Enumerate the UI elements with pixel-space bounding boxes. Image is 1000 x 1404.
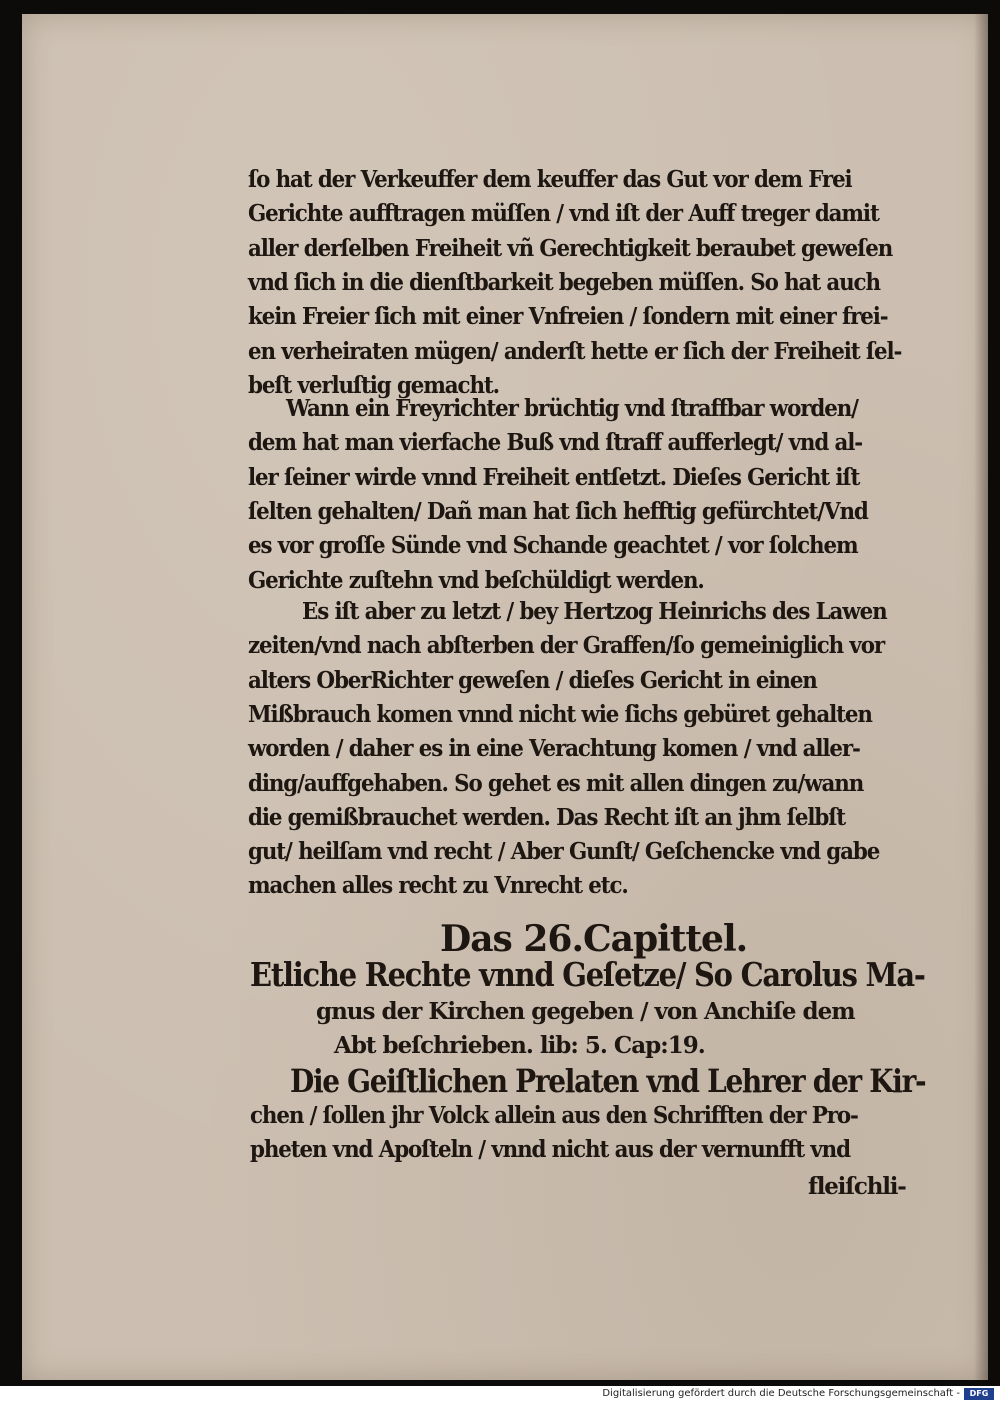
text-line: Wann ein Freyrichter brüchtig vnd ſtraffbar worden/	[286, 395, 858, 422]
text-line: machen alles recht zu Vnrecht etc.	[248, 872, 628, 900]
text-line: gut/ heilſam vnd recht / Aber Gunſt/ Geſchencke vnd gabe	[248, 838, 880, 866]
catchword: fleiſchli-	[808, 1173, 906, 1200]
text-line: dem hat man vierfache Buß vnd ſtraff aufferlegt/ vnd al-	[248, 429, 863, 457]
text-line: Es iſt aber zu letzt / bey Hertzog Heinrichs des Lawen	[302, 598, 887, 625]
text-line: alters OberRichter geweſen / dieſes Gericht in einen	[248, 666, 817, 694]
chapter-heading: Das 26.Capittel.	[440, 918, 748, 960]
text-line: vnd ſich in die dienſtbarkeit begeben müſſen. So hat auch	[248, 268, 880, 296]
text-line: ſo hat der Verkeuffer dem keuffer das Gut vor dem Frei	[248, 166, 852, 193]
text-line: pheten vnd Apoſteln / vnnd nicht aus der vernunfft vnd	[250, 1136, 850, 1163]
text-line: Gerichte zuſtehn vnd beſchüldigt werden.	[248, 566, 704, 594]
chapter-title-line: gnus der Kirchen gegeben / von Anchiſe dem	[316, 998, 855, 1025]
dfg-logo: DFG	[964, 1388, 994, 1400]
text-line: chen / ſollen jhr Volck allein aus den Schrifften der Pro-	[250, 1102, 858, 1129]
chapter-title-line: Etliche Rechte vnnd Geſetze/ So Carolus Ma-	[250, 955, 925, 994]
text-line: kein Freier ſich mit einer Vnfreien / ſondern mit einer frei-	[248, 303, 888, 331]
text-line: ſelten gehalten/ Dañ man hat ſich hefftig gefürchtet/Vnd	[248, 497, 868, 525]
text-line: zeiten/vnd nach abſterben der Graffen/ſo gemeiniglich vor	[248, 632, 885, 660]
chapter-opening-line: Die Geiſtlichen Prelaten vnd Lehrer der Kir-	[290, 1062, 926, 1100]
chapter-title-line: Abt beſchrieben. lib: 5. Cap:19.	[334, 1032, 705, 1059]
text-line: es vor groſſe Sünde vnd Schande geachtet / vor ſolchem	[248, 532, 858, 560]
text-line: Mißbrauch komen vnnd nicht wie ſichs gebüret gehalten	[248, 700, 872, 728]
text-line: beſt verluſtig gemacht.	[248, 371, 499, 399]
text-line: ding/auffgehaben. So gehet es mit allen dingen zu/wann	[248, 769, 864, 797]
text-line: aller derſelben Freiheit vñ Gerechtigkeit beraubet geweſen	[248, 234, 893, 262]
text-line: ler ſeiner wirde vnnd Freiheit entſetzt. Dieſes Gericht iſt	[248, 463, 860, 491]
gutter-shadow	[974, 14, 988, 1380]
footer-credit: Digitalisierung gefördert durch die Deutsche Forschungsgemeinschaft -	[602, 1388, 960, 1399]
text-line: en verheiraten mügen/ anderſt hette er ſich der Freiheit ſel-	[248, 337, 902, 365]
text-line: Gerichte aufftragen müſſen / vnd iſt der Auff treger damit	[248, 200, 879, 228]
text-line: die gemißbrauchet werden. Das Recht iſt an jhm ſelbſt	[248, 803, 846, 831]
text-line: worden / daher es in eine Verachtung komen / vnd aller-	[248, 735, 860, 763]
